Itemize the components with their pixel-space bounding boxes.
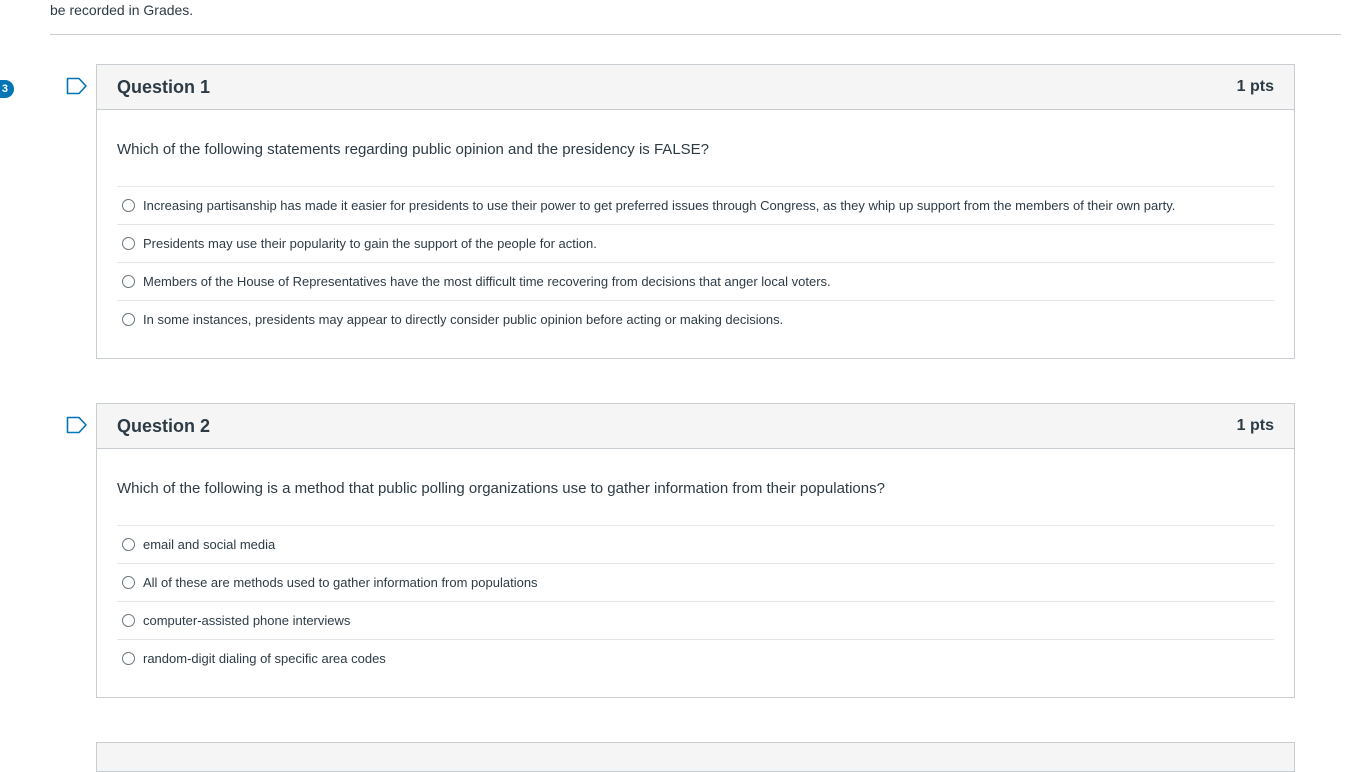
question-prompt: Which of the following statements regarding public opinion and the presidency is FALSE? [117, 141, 710, 158]
answer-option[interactable] [117, 225, 1274, 263]
answer-option[interactable] [117, 640, 1274, 677]
question-3-header [96, 742, 1295, 772]
answer-list [117, 525, 1274, 677]
question-title: Question 2 [117, 415, 211, 436]
question-prompt: Which of the following is a method that public polling organizations use to gather information from their populations? [117, 480, 885, 497]
answer-list [117, 186, 1274, 338]
intro-text: be recorded in Grades. [50, 2, 194, 18]
answer-option[interactable] [117, 564, 1274, 602]
answer-label: Increasing partisanship has made it easier for presidents to use their power to get preferred issues through Congress, as they whip up support from the members of their own party. [143, 198, 1176, 213]
radio-icon[interactable] [122, 199, 135, 212]
radio-icon[interactable] [122, 576, 135, 589]
answer-option[interactable] [117, 301, 1274, 338]
question-points: 1 pts [1236, 417, 1274, 434]
flag-icon[interactable] [66, 77, 88, 95]
answer-label: In some instances, presidents may appear to directly consider public opinion before acting or making decisions. [143, 312, 784, 327]
answer-label: All of these are methods used to gather information from populations [143, 575, 538, 590]
question-header [97, 65, 1294, 110]
answer-option[interactable] [117, 187, 1274, 225]
radio-icon[interactable] [122, 237, 135, 250]
answer-label: random-digit dialing of specific area codes [143, 651, 386, 666]
question-count-badge: 3 [0, 80, 14, 98]
answer-label: computer-assisted phone interviews [143, 613, 351, 628]
radio-icon[interactable] [122, 614, 135, 627]
question-title: Question 1 [117, 76, 211, 97]
answer-option[interactable] [117, 602, 1274, 640]
question-points: 1 pts [1236, 78, 1274, 95]
answer-option[interactable] [117, 526, 1274, 564]
question-1 [96, 64, 1295, 359]
divider [50, 34, 1341, 35]
question-header [97, 404, 1294, 449]
radio-icon[interactable] [122, 652, 135, 665]
answer-label: Members of the House of Representatives have the most difficult time recovering from decisions that anger local voters. [143, 274, 831, 289]
answer-option[interactable] [117, 263, 1274, 301]
answer-label: Presidents may use their popularity to gain the support of the people for action. [143, 236, 597, 251]
radio-icon[interactable] [122, 275, 135, 288]
radio-icon[interactable] [122, 538, 135, 551]
flag-icon[interactable] [66, 416, 88, 434]
question-2 [96, 403, 1295, 698]
radio-icon[interactable] [122, 313, 135, 326]
answer-label: email and social media [143, 537, 276, 552]
